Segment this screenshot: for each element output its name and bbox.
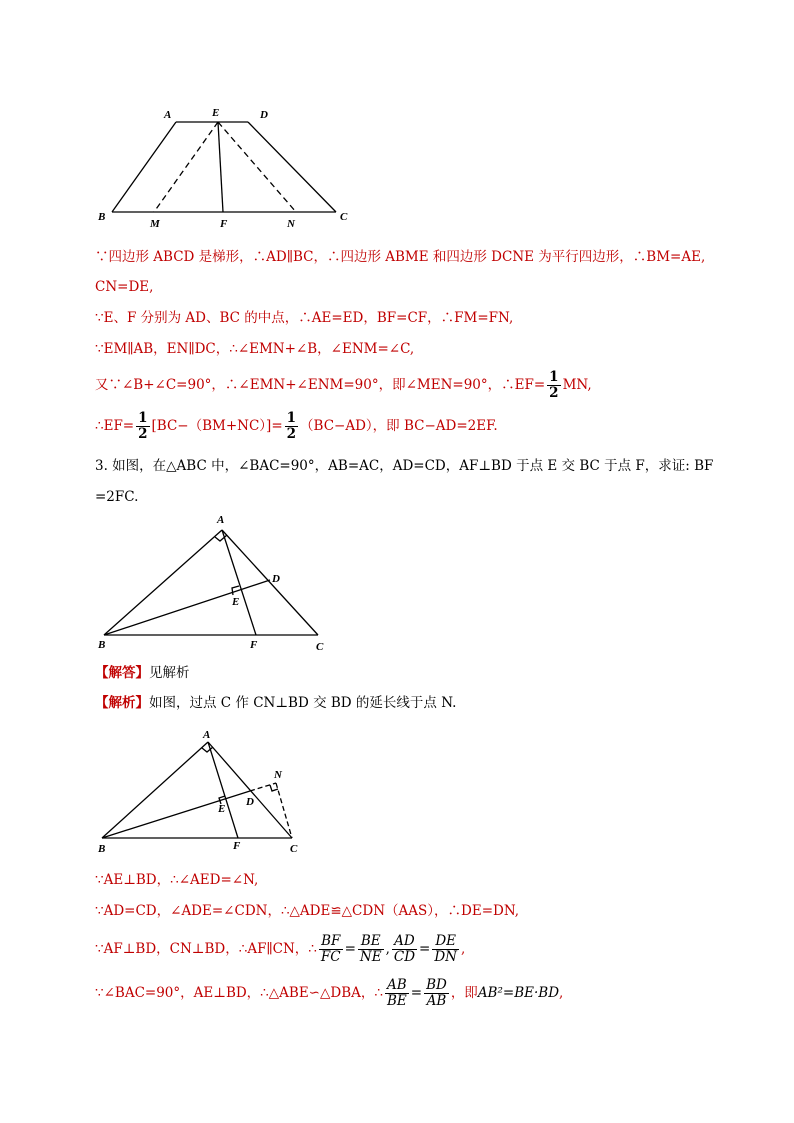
problem3-line1: 3. 如图，在△ABC 中，∠BAC=90°，AB=AC，AD=CD，AF⊥BD 于点 E 交 BC 于点 F，求证: BF xyxy=(95,458,714,474)
trapezoid-figure xyxy=(90,100,360,230)
label-f: F xyxy=(233,840,241,852)
label-n: N xyxy=(274,769,282,781)
triangle-extension-figure xyxy=(90,722,320,862)
label-c: C xyxy=(316,641,324,653)
segment-bd xyxy=(104,580,270,635)
fraction-ad-cd: $\frac{AD}{CD}$ xyxy=(393,933,416,965)
label-e: E xyxy=(212,107,220,119)
fraction-ab-be: $\frac{AB}{BE}$ xyxy=(386,977,407,1009)
segment-af xyxy=(208,742,238,838)
label-m: M xyxy=(150,218,160,230)
segment-bd xyxy=(102,791,250,838)
problem3-line2: =2FC. xyxy=(95,489,139,505)
proof2-line1: ∵AE⊥BD，∴∠AED=∠N, xyxy=(95,872,259,888)
fraction-one-half: $\frac{1}{2}$ xyxy=(138,410,148,442)
segment-dc xyxy=(248,122,336,212)
proof1-line6: ∴EF= $\frac{1}{2}$ [BC−（BM+NC）]= $\frac{1}{2}$ （BC−AD），即 BC−AD=2EF. xyxy=(95,410,498,442)
fraction-de-dn: $\frac{DE}{DN}$ xyxy=(434,933,457,965)
label-b: B xyxy=(98,639,106,651)
segment-af xyxy=(222,530,256,635)
label-f: F xyxy=(220,218,228,230)
segment-ab xyxy=(102,742,208,838)
segment-ac xyxy=(222,530,318,635)
segment-en xyxy=(218,122,296,212)
label-e: E xyxy=(232,596,240,608)
analysis-line xyxy=(95,694,456,712)
label-b: B xyxy=(98,211,106,223)
fraction-be-ne: $\frac{BE}{NE}$ xyxy=(359,933,382,965)
proof2-line3: ∵AF⊥BD，CN⊥BD，∴AF∥CN，∴ $\frac{BF}{FC}$ = $\frac{BE}{NE}$ , $\frac{AD}{CD}$ = $\frac{DE}{DN}$ , xyxy=(95,933,466,965)
proof1-line5-text: 又∵∠B+∠C=90°，∴∠EMN+∠ENM=90°，即∠MEN=90°，∴EF= xyxy=(95,377,546,393)
label-c: C xyxy=(290,843,298,855)
proof2-line2: ∵AD=CD，∠ADE=∠CDN，∴△ADE≌△CDN（AAS），∴DE=DN, xyxy=(95,903,520,919)
proof1-line2: CN=DE, xyxy=(95,279,154,295)
equation-ab-squared: AB²=BE·BD xyxy=(477,985,560,1001)
fraction-bf-fc: $\frac{BF}{FC}$ xyxy=(320,933,341,965)
fraction-one-half: $\frac{1}{2}$ xyxy=(286,410,297,442)
proof1-line4: ∵EM∥AB，EN∥DC，∴∠EMN+∠B，∠ENM=∠C, xyxy=(95,341,415,357)
proof2-line4: ∵∠BAC=90°，AE⊥BD，∴△ABE∽△DBA，∴ $\frac{AB}{BE}$ = $\frac{BD}{AB}$ ，即AB²=BE·BD, xyxy=(95,977,564,1009)
label-a: A xyxy=(164,109,172,121)
fraction-bd-ab: $\frac{BD}{AB}$ xyxy=(426,977,447,1009)
fraction-one-half: $\frac{1}{2}$ xyxy=(549,369,559,401)
proof1-line5 xyxy=(95,370,592,401)
segment-ac xyxy=(208,742,292,838)
analysis-text: 如图，过点 C 作 CN⊥BD 交 BD 的延长线于点 N. xyxy=(149,695,457,711)
label-d: D xyxy=(272,573,280,585)
label-d: D xyxy=(246,796,254,808)
label-n: N xyxy=(287,218,295,230)
label-c: C xyxy=(340,211,348,223)
answer-line xyxy=(95,664,190,682)
label-b: B xyxy=(98,843,106,855)
answer-tag: 【解答】 xyxy=(95,665,149,681)
segment-ab xyxy=(104,530,222,635)
segment-em xyxy=(154,122,218,212)
label-d: D xyxy=(260,109,268,121)
label-e: E xyxy=(218,803,226,815)
proof1-line3: ∵E、F 分别为 AD、BC 的中点，∴AE=ED，BF=CF，∴FM=FN, xyxy=(95,310,514,326)
label-a: A xyxy=(203,729,211,741)
segment-ef xyxy=(218,122,223,212)
label-a: A xyxy=(217,514,225,526)
segment-ab xyxy=(112,122,176,212)
answer-text: 见解析 xyxy=(149,665,190,681)
proof1-line1: ∵四边形 ABCD 是梯形，∴AD∥BC，∴四边形 ABME 和四边形 DCNE 为平行四边形，∴BM=AE, xyxy=(95,249,706,265)
analysis-tag: 【解析】 xyxy=(95,695,149,711)
triangle-figure xyxy=(90,510,340,655)
proof1-line5-end: MN, xyxy=(562,377,592,393)
label-f: F xyxy=(250,639,258,651)
